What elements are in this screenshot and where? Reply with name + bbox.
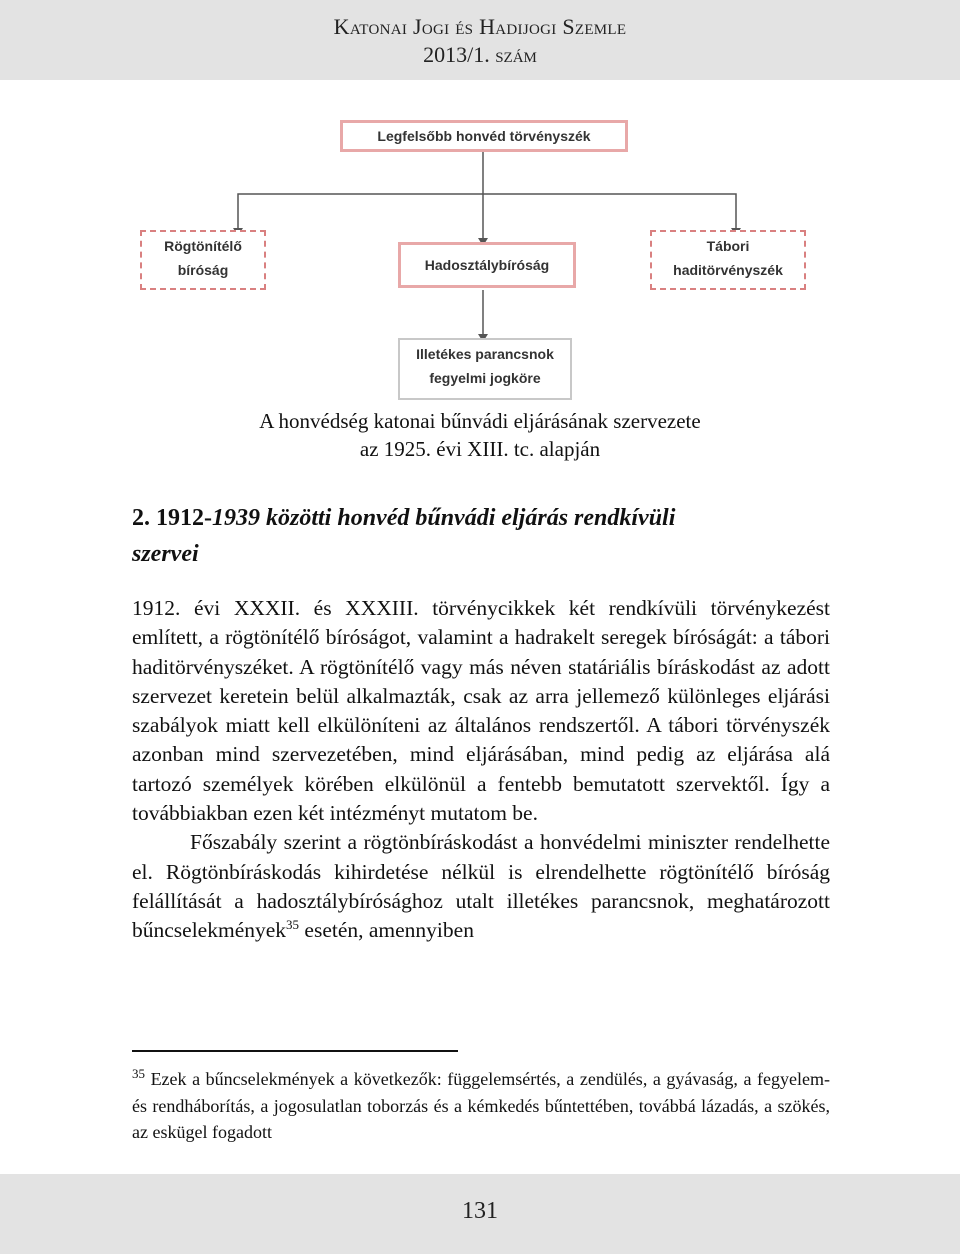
- organization-diagram: [0, 90, 960, 410]
- footnote-text: Ezek a bűncselekmények a következők: függelemsértés, a zendülés, a gyávaság, a fegyelem- és rendháborítás, a jogosulatlan toborzás és a kémkedés bűntettében, továbbá lázadás, a szökés, az eskügel fogadott: [132, 1069, 830, 1142]
- diagram-caption-line1: A honvédség katonai bűnvádi eljárásának szervezete: [259, 409, 701, 433]
- connector-right: [483, 194, 736, 230]
- issue-label: szám: [495, 42, 537, 67]
- issue-number-value: 2013/1.: [423, 42, 490, 67]
- diagram-box-commander: Illetékes parancsnok fegyelmi jogköre: [398, 338, 572, 400]
- footnote-number: 35: [132, 1066, 145, 1081]
- footnote-divider: [132, 1050, 458, 1052]
- footnote-ref-35[interactable]: 35: [286, 917, 300, 933]
- section-heading: [132, 500, 832, 572]
- paragraph-1: 1912. évi XXXII. és XXXIII. törvénycikkek két rendkívüli törvénykezést említett, a rögtönítélő bíróságot, valamint a hadrakelt seregek bíróságát: a tábori haditörvényszéket. A rögtönítélő vagy más néven statáriális bíráskodást az adott szervezet keretein belül alkalmazták, csak az arra jellemező különleges eljárási szabályok miatt kell elkülöníteni az általános rendszertől. A tábori törvényszék azonban mind szervezetében, mind eljárásában, mind pedig az eljárása alá tartozó személyek körében elkülönül a fentebb bemutatott szervektől. Így a továbbiakban ezen két intézményt mutatom be.: [132, 596, 830, 826]
- section-title-end: szervei: [132, 541, 199, 567]
- paragraph-2: [132, 828, 830, 945]
- diagram-box-field-court: Tábori haditörvényszék: [650, 230, 806, 290]
- connector-left: [238, 194, 483, 230]
- page-header: [0, 0, 960, 80]
- issue-number: [0, 42, 960, 68]
- paragraph-2-start: Főszabály szerint a rögtönbíráskodást a honvédelmi miniszter rendelhette el. Rögtönbíráskodás kihirdetése nélkül is elrendelhette rögtönítélő bíróság felállítását a hadosztálybírósághoz utalt illetékes parancsnok, meghatározott bűncselekmények: [132, 830, 830, 943]
- body-text: [132, 594, 830, 946]
- diagram-box-summary-court: Rögtönítélő bíróság: [140, 230, 266, 290]
- section-number: 2. 1912-: [132, 505, 212, 531]
- page-number: 131: [462, 1198, 498, 1224]
- journal-title: Katonai Jogi és Hadijogi Szemle: [333, 14, 627, 39]
- diagram-caption-line2: az 1925. évi XIII. tc. alapján: [359, 437, 601, 461]
- paragraph-2-end: esetén, amennyiben: [299, 918, 474, 943]
- diagram-box-division-court: Hadosztálybíróság: [398, 242, 576, 288]
- diagram-box-supreme-court: Legfelsőbb honvéd törvényszék: [340, 120, 628, 152]
- section-title-italic: 1939 közötti honvéd bűnvádi eljárás rendkívüli: [212, 505, 676, 531]
- footnote-35: [132, 1066, 830, 1146]
